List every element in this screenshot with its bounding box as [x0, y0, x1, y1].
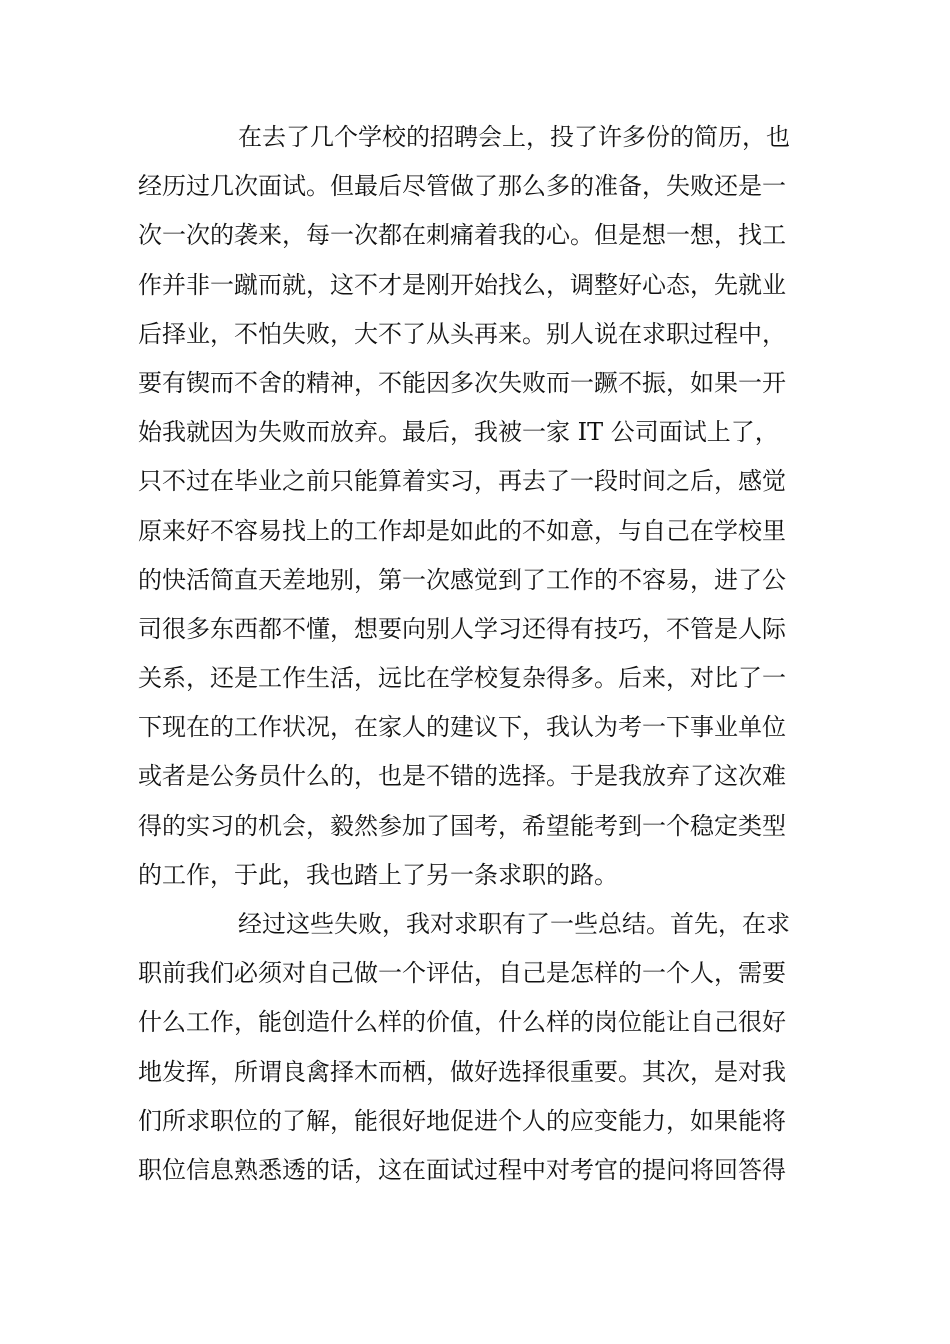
text-line: 关系，还是工作生活，远比在学校复杂得多。后来，对比了一: [138, 664, 786, 693]
text-line: 始我就因为失败而放弃。最后，我被一家 IT 公司面试上了，: [138, 418, 779, 447]
text-line: 经过这些失败，我对求职有了一些总结。首先，在求: [238, 910, 790, 938]
paragraph-2: [138, 900, 838, 1195]
text-line: 职位信息熟悉透的话，这在面试过程中对考官的提问将回答得: [138, 1155, 786, 1184]
text-line: 下现在的工作状况，在家人的建议下，我认为考一下事业单位: [138, 713, 786, 742]
text-line: 的快活简直天差地别，第一次感觉到了工作的不容易，进了公: [138, 565, 786, 594]
text-line: 们所求职位的了解，能很好地促进个人的应变能力，如果能将: [138, 1106, 786, 1135]
text-line: 什么工作，能创造什么样的价值，什么样的岗位能让自己很好: [138, 1008, 786, 1037]
text-line: 后择业，不怕失败，大不了从头再来。别人说在求职过程中，: [138, 319, 786, 348]
text-line: 的工作，于此，我也踏上了另一条求职的路。: [138, 860, 618, 889]
text-line: 要有锲而不舍的精神，不能因多次失败而一蹶不振，如果一开: [138, 368, 786, 397]
text-line: 原来好不容易找上的工作却是如此的不如意，与自己在学校里: [138, 516, 786, 545]
text-line: 经历过几次面试。但最后尽管做了那么多的准备，失败还是一: [138, 172, 786, 201]
paragraph-1: [138, 113, 838, 900]
text-line: 在去了几个学校的招聘会上，投了许多份的简历，也: [238, 123, 790, 151]
text-line: 司很多东西都不懂，想要向别人学习还得有技巧，不管是人际: [138, 614, 786, 643]
text-line: 或者是公务员什么的，也是不错的选择。于是我放弃了这次难: [138, 762, 786, 791]
body-text: [138, 113, 838, 1195]
text-line: 地发挥，所谓良禽择木而栖，做好选择很重要。其次，是对我: [138, 1057, 786, 1086]
text-line: 职前我们必须对自己做一个评估，自己是怎样的一个人，需要: [138, 959, 786, 988]
text-line: 只不过在毕业之前只能算着实习，再去了一段时间之后，感觉: [138, 467, 786, 496]
text-line: 作并非一蹴而就，这不才是刚开始找么，调整好心态，先就业: [138, 270, 786, 299]
text-line: 次一次的袭来，每一次都在刺痛着我的心。但是想一想，找工: [138, 221, 786, 250]
text-line: 得的实习的机会，毅然参加了国考，希望能考到一个稳定类型: [138, 811, 786, 840]
